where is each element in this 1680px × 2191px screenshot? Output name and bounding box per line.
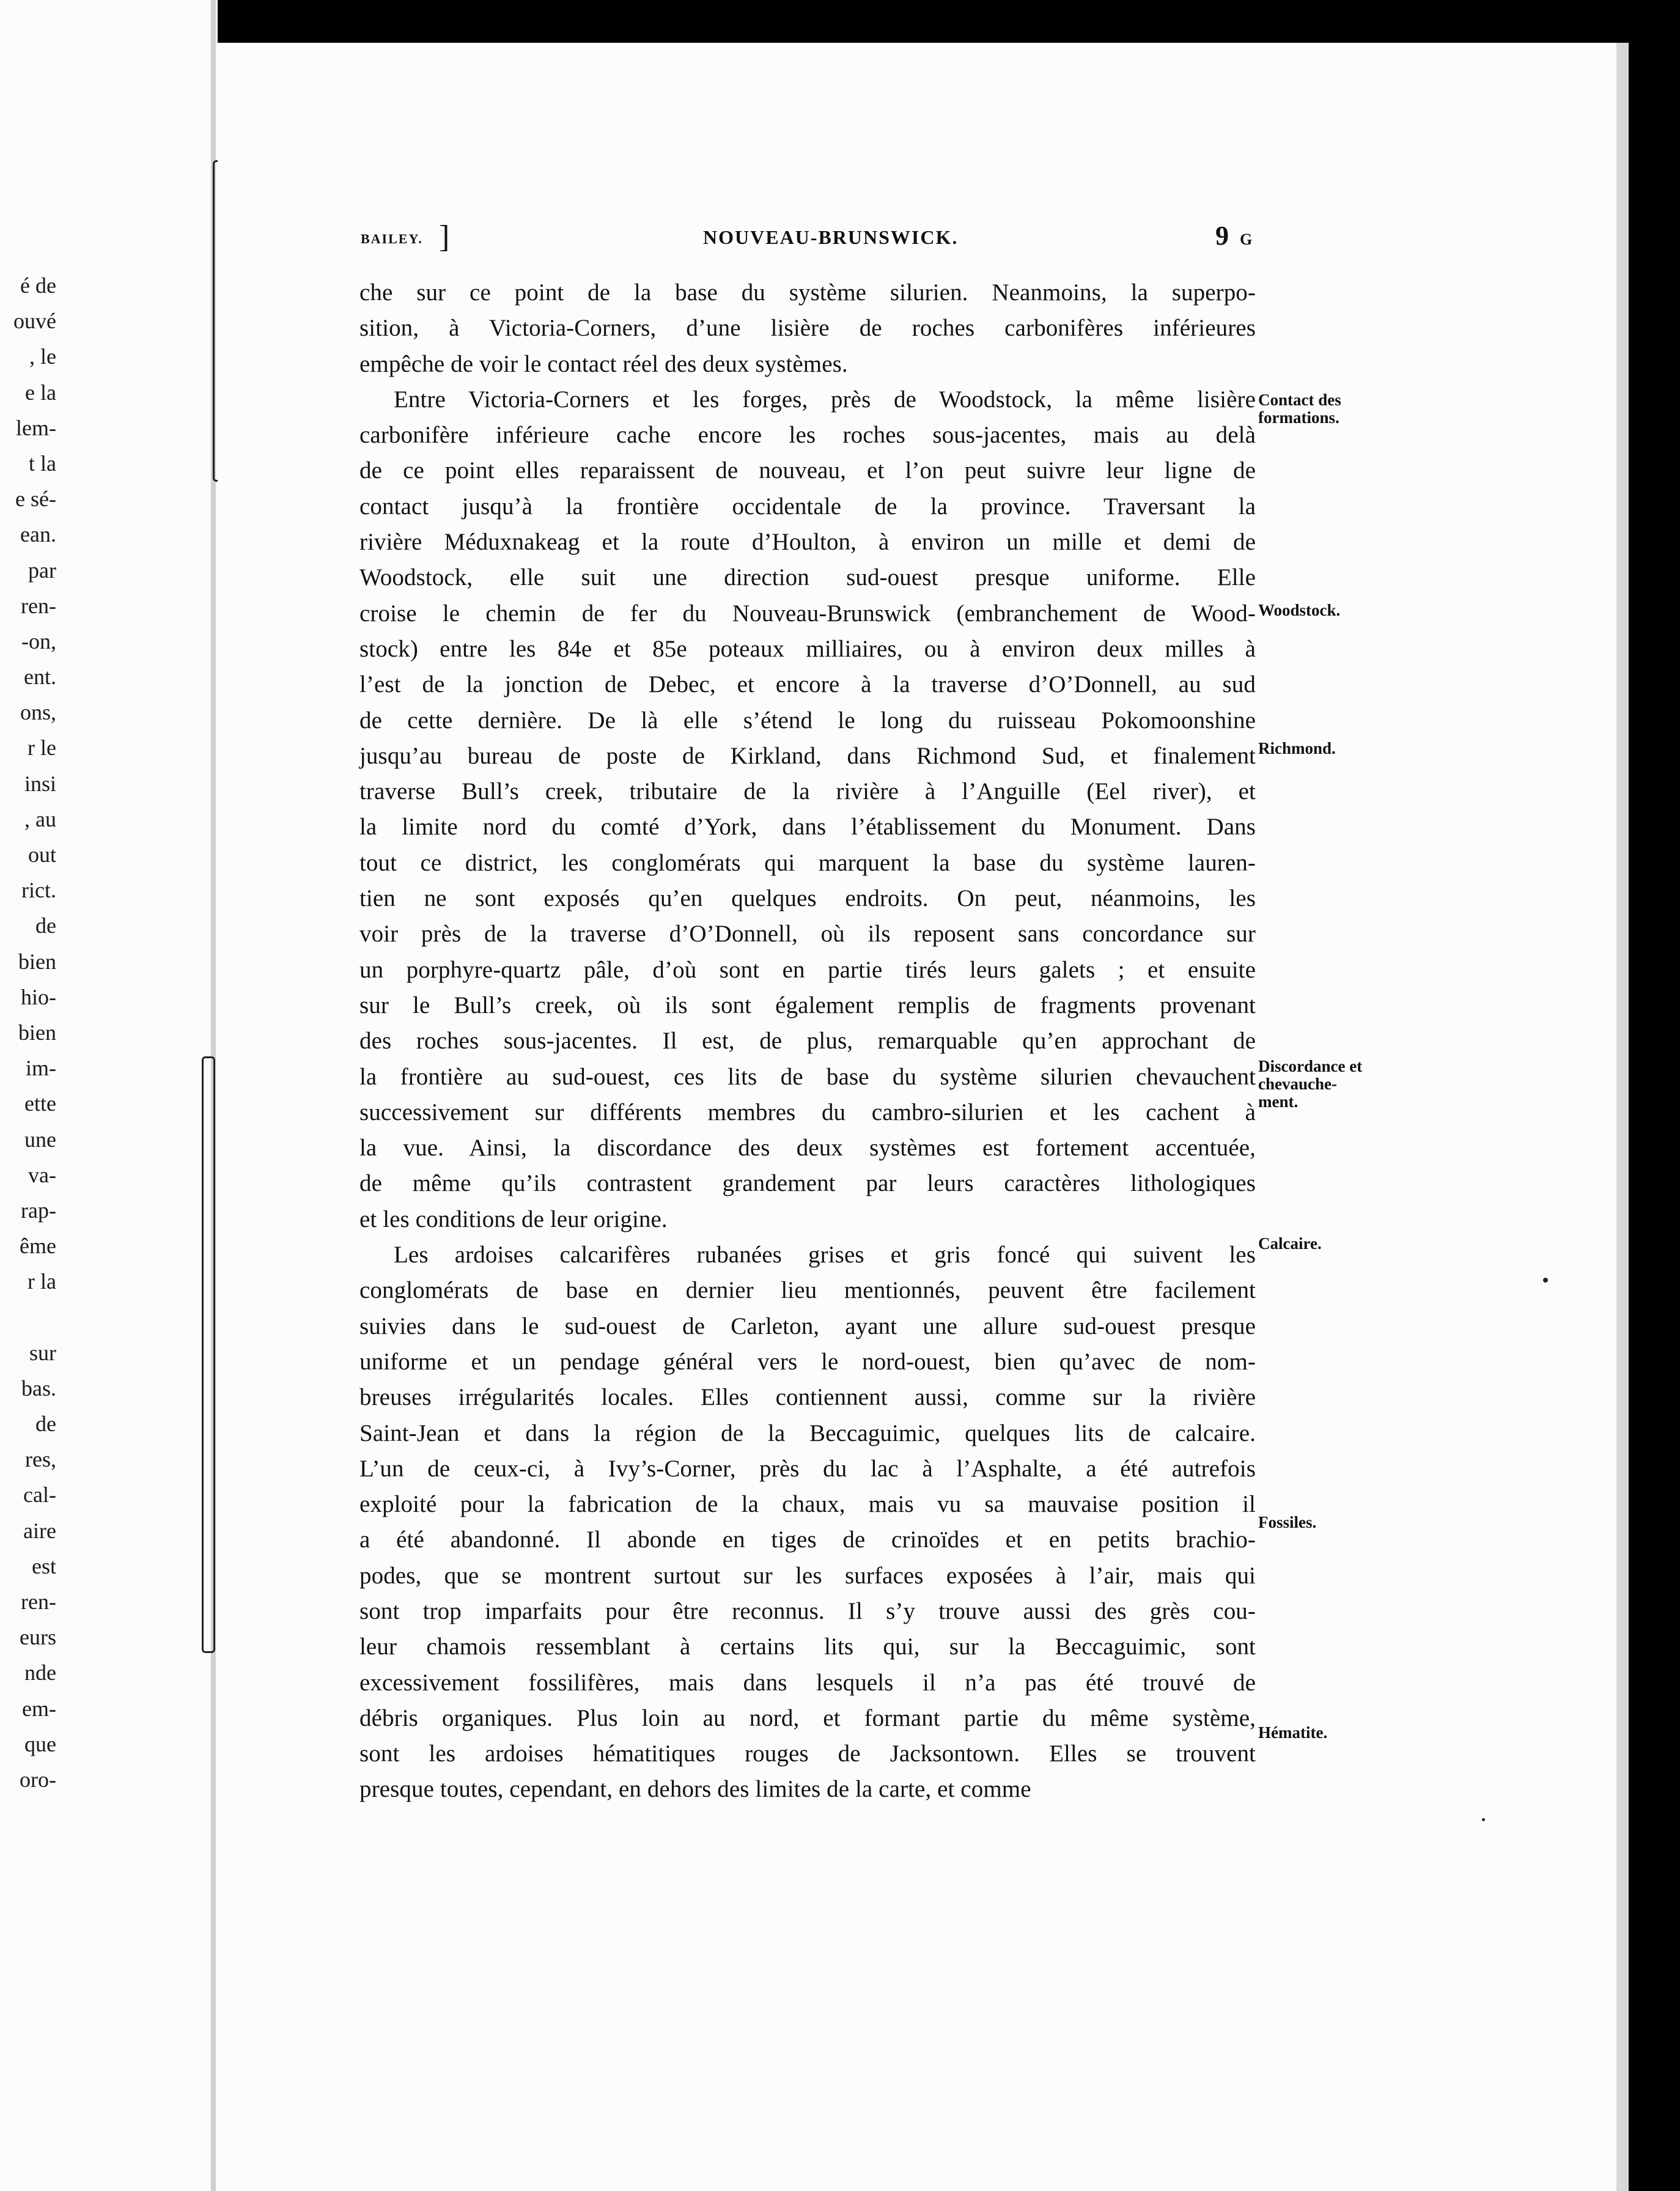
previous-page-fragment: va- (28, 1162, 56, 1187)
previous-page-fragment: im- (26, 1056, 56, 1081)
previous-page-fragment: res, (25, 1447, 56, 1472)
text-line: de même qu’ils contrastent grandement par leurs caractères lithologiques (359, 1170, 1256, 1197)
binding-thread-bottom (202, 1056, 215, 1653)
sidenote-fossiles: Fossiles. (1258, 1513, 1317, 1531)
previous-page-fragment: eurs (20, 1625, 56, 1650)
text-line: presque toutes, cependant, en dehors des limites de la carte, et comme (359, 1776, 1031, 1803)
page-edge (1616, 43, 1629, 2191)
previous-page-fragment: que (24, 1731, 56, 1756)
previous-page-fragment: rict. (21, 878, 56, 903)
previous-page-fragment: bien (18, 1020, 56, 1045)
previous-page-fragment: ren- (21, 1589, 56, 1614)
sidenote-discordance: Discordance et chevauche- ment. (1258, 1057, 1363, 1111)
previous-page-fragment: une (24, 1127, 56, 1152)
text-line: de ce point elles reparaissent de nouveau, et l’on peut suivre leur ligne de (359, 457, 1256, 484)
previous-page-fragment: insi (24, 771, 56, 796)
text-line: tien ne sont exposés qu’en quelques endroits. On peut, néanmoins, les (359, 885, 1256, 912)
previous-page-fragment: , au (24, 806, 56, 831)
text-line: traverse Bull’s creek, tributaire de la rivière à l’Anguille (Eel river), et (359, 778, 1256, 805)
previous-page-fragment: rap- (21, 1198, 56, 1223)
previous-page-fragment: ouvé (13, 309, 56, 334)
previous-page-fragment: de (35, 1412, 56, 1436)
previous-page-fragment: em- (22, 1696, 56, 1721)
sidenote-calcaire: Calcaire. (1258, 1234, 1322, 1253)
text-line: rivière Méduxnakeag et la route d’Houlton, à environ un mille et demi de (359, 529, 1256, 556)
previous-page-fragment: bas. (21, 1375, 56, 1401)
ink-speck (1543, 1278, 1548, 1283)
text-line: sition, à Victoria-Corners, d’une lisière de roches carbonifères inférieures (359, 315, 1256, 342)
previous-page-text (0, 268, 56, 1797)
previous-page-fragment: hio- (21, 984, 56, 1009)
text-line: sont trop imparfaits pour être reconnus. Il s’y trouve aussi des grès cou- (359, 1597, 1256, 1624)
text-line: l’est de la jonction de Debec, et encore à la traverse d’O’Donnell, au sud (359, 671, 1256, 698)
previous-page-fragment: aire (23, 1518, 56, 1543)
text-line: L’un de ceux-ci, à Ivy’s-Corner, près du lac à l’Asphalte, a été autrefois (359, 1455, 1256, 1482)
page-number-digit: 9 (1215, 221, 1229, 251)
text-line: carbonifère inférieure cache encore les roches sous-jacentes, mais au delà (359, 422, 1256, 449)
previous-page-fragment: t la (29, 451, 56, 476)
running-head-author: BAILEY. (361, 231, 423, 246)
text-line: che sur ce point de la base du système silurien. Neanmoins, la superpo- (359, 279, 1256, 306)
previous-page-fragment: -on, (21, 628, 56, 654)
sidenote-hematite: Hématite. (1258, 1723, 1328, 1742)
text-line: exploité pour la fabrication de la chaux, mais vu sa mauvaise position il (359, 1491, 1256, 1518)
page-number-letter: G (1240, 230, 1253, 248)
text-line: tout ce district, les conglomérats qui marquent la base du système lauren- (359, 849, 1256, 876)
previous-page-fragment: , le (29, 344, 56, 369)
running-head-bracket: ] (439, 219, 450, 254)
text-line: stock) entre les 84e et 85e poteaux milliaires, ou à environ deux milles à (359, 635, 1256, 662)
running-head-title: NOUVEAU-BRUNSWICK. (703, 226, 959, 248)
text-line: un porphyre-quartz pâle, d’où sont en partie tirés leurs galets ; et ensuite (359, 956, 1256, 983)
text-line: leur chamois ressemblant à certains lits qui, sur la Beccaguimic, sont (359, 1633, 1256, 1660)
previous-page-fragment: par (28, 558, 56, 583)
running-head (361, 219, 1266, 257)
previous-page-fragment: e sé- (15, 487, 56, 512)
sidenote-woodstock: Woodstock. (1258, 601, 1341, 619)
text-line: Woodstock, elle suit une direction sud-ouest presque uniforme. Elle (359, 564, 1256, 591)
text-line: successivement sur différents membres du cambro-silurien et les cachent à (359, 1099, 1256, 1125)
text-line: uniforme et un pendage général vers le nord-ouest, bien qu’avec de nom- (359, 1348, 1256, 1375)
previous-page-fragment: ent. (24, 665, 56, 690)
text-line: contact jusqu’à la frontière occidentale de la province. Traversant la (359, 493, 1256, 520)
previous-page-fragment: oro- (20, 1767, 56, 1792)
text-line: breuses irrégularités locales. Elles contiennent aussi, comme sur la rivière (359, 1384, 1256, 1411)
text-line: la vue. Ainsi, la discordance des deux systèmes est fortement accentuée, (359, 1135, 1256, 1162)
text-line: des roches sous-jacentes. Il est, de plus, remarquable qu’en approchant de (359, 1028, 1256, 1055)
previous-page-fragment: sur (29, 1340, 56, 1365)
previous-page-fragment: é de (20, 273, 56, 298)
sidenote-richmond: Richmond. (1258, 739, 1336, 757)
previous-page-fragment: nde (24, 1660, 56, 1685)
text-line: croise le chemin de fer du Nouveau-Brunswick (embranchement de Wood- (359, 600, 1256, 627)
text-line: Les ardoises calcarifères rubanées grises et gris foncé qui suivent les (394, 1242, 1256, 1269)
page-number (1215, 220, 1252, 251)
previous-page-fragment: ean. (20, 522, 56, 547)
previous-page-fragment: cal- (23, 1482, 56, 1508)
text-line: sont les ardoises hématitiques rouges de Jacksontown. Elles se trouvent (359, 1740, 1256, 1767)
text-line: excessivement fossilifères, mais dans lesquels il n’a pas été trouvé de (359, 1669, 1256, 1696)
text-line: a été abandonné. Il abonde en tiges de crinoïdes et en petits brachio- (359, 1526, 1256, 1553)
text-line: de cette dernière. De là elle s’étend le long du ruisseau Pokomoonshine (359, 707, 1256, 734)
text-line: conglomérats de base en dernier lieu mentionnés, peuvent être facilement (359, 1277, 1256, 1304)
previous-page-fragment: ren- (21, 593, 56, 618)
text-line: débris organiques. Plus loin au nord, et formant partie du même système, (359, 1704, 1256, 1731)
previous-page-fragment: e la (25, 380, 56, 405)
text-line: empêche de voir le contact réel des deux systèmes. (359, 350, 848, 377)
text-line: Saint-Jean et dans la région de la Beccaguimic, quelques lits de calcaire. (359, 1420, 1256, 1446)
text-line: podes, que se montrent surtout sur les surfaces exposées à l’air, mais qui (359, 1562, 1256, 1589)
previous-page-fragment: de (35, 913, 56, 938)
text-line: sur le Bull’s creek, où ils sont également remplis de fragments provenant (359, 992, 1256, 1018)
text-line: la limite nord du comté d’York, dans l’établissement du Monument. Dans (359, 814, 1256, 841)
previous-page-fragment: ême (20, 1234, 56, 1259)
previous-page-fragment (0, 1299, 56, 1335)
text-line: Entre Victoria-Corners et les forges, près de Woodstock, la même lisière (394, 386, 1256, 413)
previous-page-fragment: ons, (20, 700, 56, 725)
previous-page-fragment: est (32, 1553, 56, 1578)
text-line: et les conditions de leur origine. (359, 1206, 668, 1232)
ink-speck (1482, 1818, 1485, 1821)
previous-page-fragment: r le (28, 735, 56, 760)
previous-page-fragment: lem- (16, 415, 56, 440)
previous-page-fragment: ette (24, 1091, 56, 1116)
previous-page-fragment: r la (28, 1269, 56, 1294)
text-line: jusqu’au bureau de poste de Kirkland, dans Richmond Sud, et finalement (359, 742, 1256, 769)
previous-page (0, 0, 218, 2191)
text-line: la frontière au sud-ouest, ces lits de base du système silurien chevauchent (359, 1063, 1256, 1090)
previous-page-fragment: out (28, 842, 56, 867)
body-text (359, 275, 1256, 1808)
text-line: suivies dans le sud-ouest de Carleton, ayant une allure sud-ouest presque (359, 1313, 1256, 1339)
text-line: voir près de la traverse d’O’Donnell, où ils reposent sans concordance sur (359, 921, 1256, 948)
previous-page-fragment: bien (18, 949, 56, 974)
sidenote-contact-des-formations: Contact des formations. (1258, 391, 1341, 427)
